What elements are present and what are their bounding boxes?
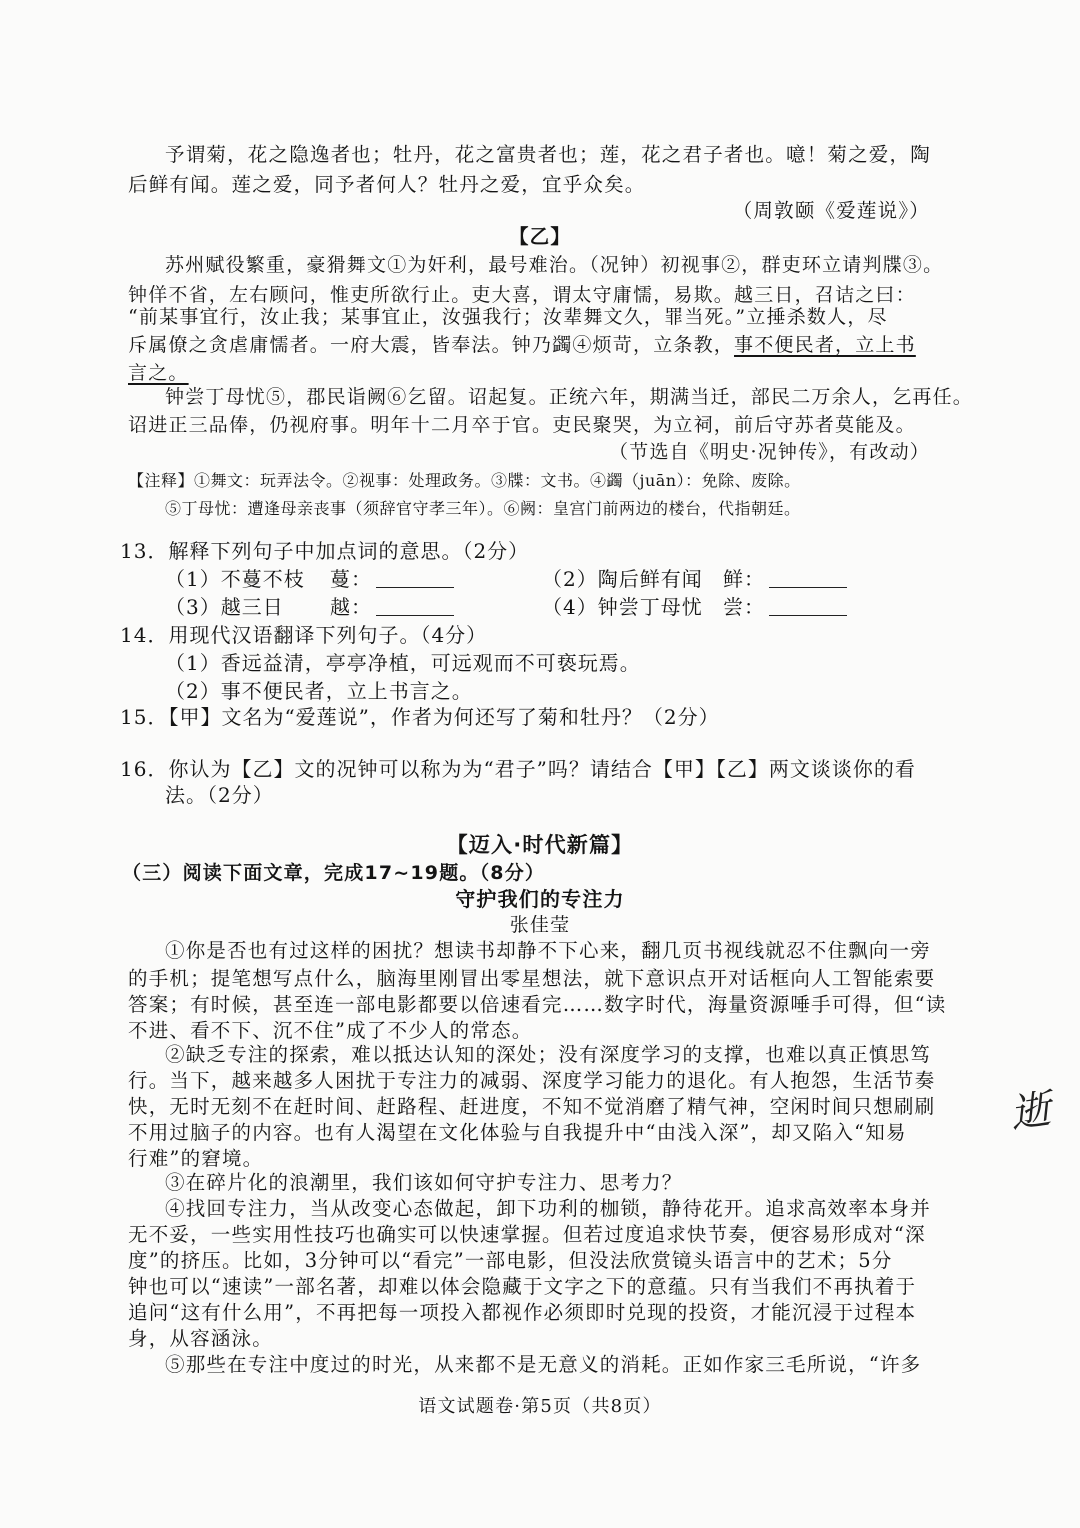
article-line: 快，无时无刻不在赶时间、赶路程、赶进度，不知不觉消磨了精气神，空闲时间只想刷刷 <box>128 1095 936 1118</box>
article-title: 守护我们的专注力 <box>455 887 625 911</box>
section-banner: 【迈入·时代新篇】 <box>446 833 634 857</box>
article-line: ②缺乏专注的探索，难以抵达认知的深处；没有深度学习的支撑，也难以真正慎思笃 <box>165 1043 931 1066</box>
article-author: 张佳莹 <box>509 914 571 936</box>
article-line: ③在碎片化的浪潮里，我们该如何守护专注力、思考力？ <box>165 1171 683 1194</box>
article-line: 无不妥，一些实用性技巧也确实可以快速掌握。但若过度追求快节奏，便容易形成对“深 <box>128 1223 926 1246</box>
yi-line-4a: 斥属僚之贪虐庸懦者。一府大震，皆奉法。钟乃蠲④烦苛，立条教， <box>128 334 735 356</box>
question-14-item-1: （1）香远益清，亭亭净植，可远观而不可亵玩焉。 <box>165 651 641 675</box>
article-line: 答案；有时候，甚至连一部电影都要以倍速看完……数字时代，海量资源唾手可得，但“读 <box>128 993 947 1016</box>
question-15: 15．【甲】文名为“爱莲说”，作者为何还写了菊和牡丹？（2分） <box>120 705 720 729</box>
article-line: 的手机；提笔想写点什么，脑海里刚冒出零星想法，就下意识点开对话框向人工智能索要 <box>128 967 936 990</box>
yi-line-7: 诏进正三品俸，仍视府事。明年十二月卒于官。吏民聚哭，为立祠，前后守苏者莫能及。 <box>128 414 916 436</box>
yi-source: （节选自《明史·况钟传》，有改动） <box>609 441 930 463</box>
article-line: ⑤那些在专注中度过的时光，从来都不是无意义的消耗。正如作家三毛所说，“许多 <box>165 1353 922 1376</box>
question-14-item-2: （2）事不便民者，立上书言之。 <box>165 679 473 703</box>
section-instruction: （三）阅读下面文章，完成17~19题。（8分） <box>122 862 546 884</box>
q13-item-1-word: 蔓： <box>330 564 454 594</box>
page-footer: 语文试题卷·第5页（共8页） <box>418 1396 662 1417</box>
yi-line-4 <box>128 330 948 360</box>
question-16-line-1: 16．你认为【乙】文的况钟可以称为为“君子”吗？请结合【甲】【乙】两文谈谈你的看 <box>120 757 916 781</box>
q13-item-3-word: 越： <box>330 592 454 622</box>
answer-blank-2[interactable] <box>769 567 847 588</box>
yi-line-5-underlined: 言之。 <box>128 362 189 384</box>
article-line: 不用过脑子的内容。也有人渴望在文化体验与自我提升中“由浅入深”，却又陷入“知易 <box>128 1121 907 1144</box>
article-line: 行。当下，越来越多人困扰于专注力的减弱、深度学习能力的退化。有人抱怨，生活节奏 <box>128 1069 936 1092</box>
article-line: 度”的挤压。比如，3分钟可以“看完”一部电影，但没法欣赏镜头语言中的艺术；5分 <box>128 1249 893 1272</box>
yi-notes-2: ⑤丁母忧：遭逢母亲丧事（须辞官守孝三年）。⑥阙：皇宫门前两边的楼台，代指朝廷。 <box>165 499 801 518</box>
yi-line-6: 钟尝丁母忧⑤，郡民诣阙⑥乞留。诏起复。正统六年，期满当迁，部民二万余人，乞再任。 <box>165 386 974 408</box>
yi-line-3: “前某事宜行，汝止我；某事宜止，汝强我行；汝辈舞文久，罪当死。”立捶杀数人，尽 <box>128 306 888 328</box>
article-line: 行难”的窘境。 <box>128 1147 264 1170</box>
jia-source: （周敦颐《爱莲说》） <box>732 199 930 222</box>
question-13-row-2 <box>165 592 985 622</box>
handwritten-mark: 逝 <box>1007 1086 1054 1138</box>
question-16-line-2: 法。（2分） <box>165 783 274 807</box>
q13-item-4: （4）钟尝丁母忧 <box>542 595 703 619</box>
article-line: 追问“这有什么用”，不再把每一项投入都视作必须即时兑现的投资，才能沉浸于过程本 <box>128 1301 917 1324</box>
article-line: ①你是否也有过这样的困扰？想读书却静不下心来，翻几页书视线就忍不住飘向一旁 <box>165 939 931 962</box>
answer-blank-3[interactable] <box>376 595 454 616</box>
answer-blank-4[interactable] <box>769 595 847 616</box>
q13-item-2: （2）陶后鲜有闻 <box>542 567 703 591</box>
q13-item-2-word: 鲜： <box>723 564 847 594</box>
question-14: 14．用现代汉语翻译下列句子。（4分） <box>120 623 488 647</box>
yi-line-2: 钟佯不省，左右顾问，惟吏所欲行止。吏大喜，谓太守庸懦，易欺。越三日，召诘之曰： <box>128 284 916 306</box>
article-line: 不进、看不下、沉不住”成了不少人的常态。 <box>128 1019 533 1042</box>
article-line: 钟也可以“速读”一部名著，却难以体会隐藏于文字之下的意蕴。只有当我们不再执着于 <box>128 1275 917 1298</box>
question-13-row-1 <box>165 564 985 594</box>
yi-notes-1: 【注释】①舞文：玩弄法令。②视事：处理政务。③牒：文书。④蠲（juān）：免除、废除。 <box>128 471 801 490</box>
yi-line-1: 苏州赋役繁重，豪猾舞文①为奸利，最号难治。（况钟）初视事②，群吏环立请判牒③。 <box>165 254 944 276</box>
q13-item-4-word: 尝： <box>723 592 847 622</box>
q13-item-3: （3）越三日 <box>165 595 284 619</box>
answer-blank-1[interactable] <box>376 567 454 588</box>
q13-item-1: （1）不蔓不枝 <box>165 567 305 591</box>
article-line: ④找回专注力，当从改变心态做起，卸下功利的枷锁，静待花开。追求高效率本身并 <box>165 1197 931 1220</box>
yi-underlined-sentence: 事不便民者，立上书 <box>734 334 916 356</box>
question-13: 13．解释下列句子中加点词的意思。（2分） <box>120 539 530 563</box>
article-line: 身，从容涵泳。 <box>128 1327 273 1350</box>
jia-line-1: 予谓菊，花之隐逸者也；牡丹，花之富贵者也；莲，花之君子者也。噫！菊之爱，陶 <box>165 143 931 166</box>
yi-heading: 【乙】 <box>508 225 572 248</box>
jia-line-2: 后鲜有闻。莲之爱，同予者何人？牡丹之爱，宜乎众矣。 <box>128 173 646 196</box>
